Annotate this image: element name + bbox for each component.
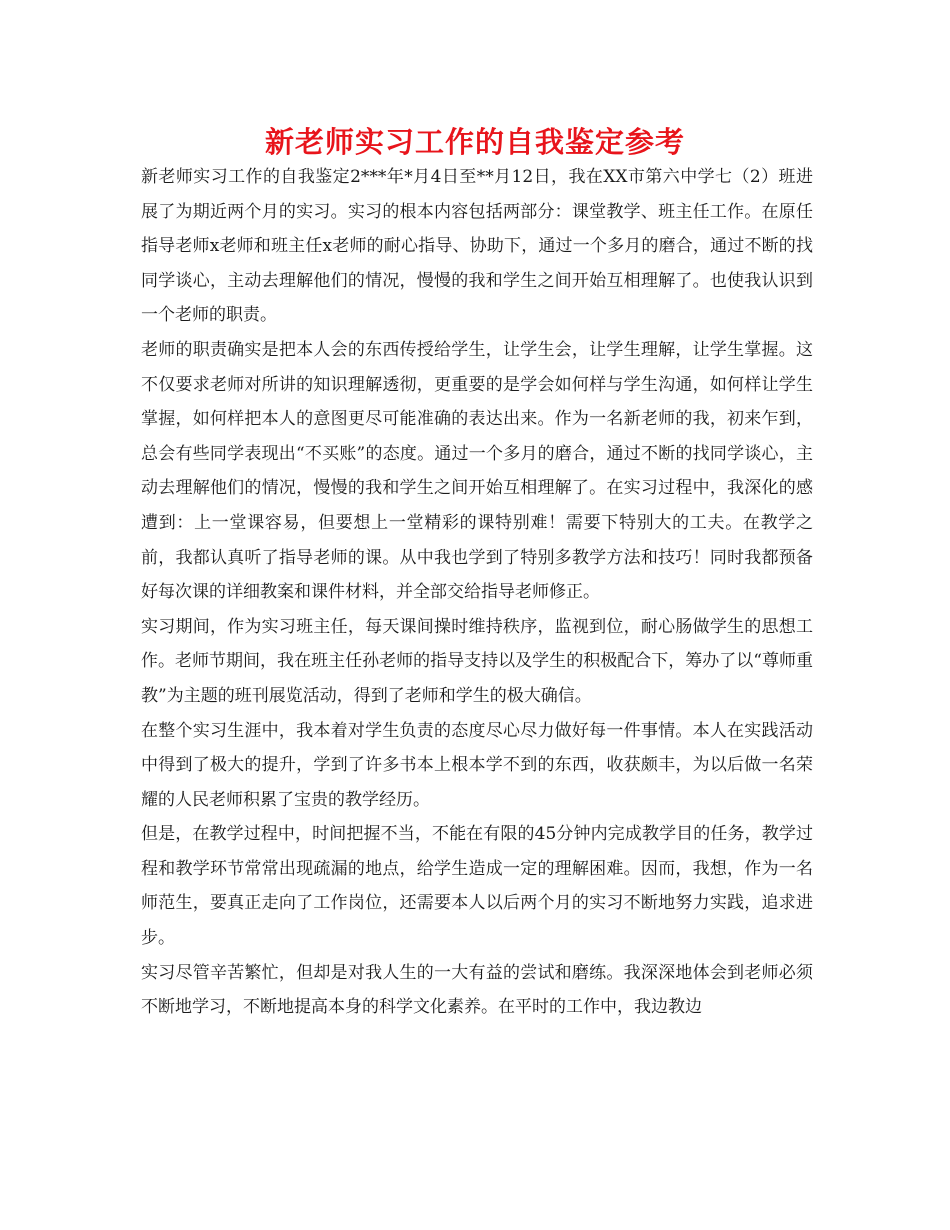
paragraph-1: 新老师实习工作的自我鉴定2***年*月4日至**月12日，我在XX市第六中学七（2）班进展了为期近两个月的实习。实习的根本内容包括两部分：课堂教学、班主任工作。在原任指导老师x老师和班主任x老师的耐心指导、协助下，通过一个多月的磨合，通过不断的找同学谈心，主动去理解他们的情况，慢慢的我和学生之间开始互相理解了。也使我认识到一个老师的职责。	[141, 167, 813, 326]
paragraph-4: 在整个实习生涯中，我本着对学生负责的态度尽心尽力做好每一件事情。本人在实践活动中得到了极大的提升，学到了许多书本上根本学不到的东西，收获颇丰，为以后做一名荣耀的人民老师积累了宝贵的教学经历。	[141, 720, 813, 810]
paragraph-5: 但是，在教学过程中，时间把握不当，不能在有限的45分钟内完成教学目的任务，教学过程和教学环节常常出现疏漏的地点，给学生造成一定的理解困难。因而，我想，作为一名师范生，要真正走向了工作岗位，还需要本人以后两个月的实习不断地努力实践，追求进步。	[141, 824, 813, 949]
paragraph-6: 实习尽管辛苦繁忙，但却是对我人生的一大有益的尝试和磨练。我深深地体会到老师必须不断地学习，不断地提高本身的科学文化素养。在平时的工作中，我边教边	[141, 962, 813, 1018]
paragraph-3: 实习期间，作为实习班主任，每天课间操时维持秩序，监视到位，耐心肠做学生的思想工作。老师节期间，我在班主任孙老师的指导支持以及学生的积极配合下，筹办了以“尊师重教”为主题的班刊展览活动，得到了老师和学生的极大确信。	[141, 616, 813, 706]
paragraph-2: 老师的职责确实是把本人会的东西传授给学生，让学生会，让学生理解，让学生掌握。这不仅要求老师对所讲的知识理解透彻，更重要的是学会如何样与学生沟通，如何样让学生掌握，如何样把本人的意图更尽可能准确的表达出来。作为一名新老师的我，初来乍到，总会有些同学表现出“不买账”的态度。通过一个多月的磨合，通过不断的找同学谈心，主动去理解他们的情况，慢慢的我和学生之间开始互相理解了。在实习过程中，我深化的感遭到：上一堂课容易，但要想上一堂精彩的课特别难！需要下特别大的工夫。在教学之前，我都认真听了指导老师的课。从中我也学到了特别多教学方法和技巧！同时我都预备好每次课的详细教案和课件材料，并全部交给指导老师修正。	[141, 339, 813, 603]
page-title: 新老师实习工作的自我鉴定参考	[264, 125, 685, 159]
document-body	[141, 160, 813, 1025]
